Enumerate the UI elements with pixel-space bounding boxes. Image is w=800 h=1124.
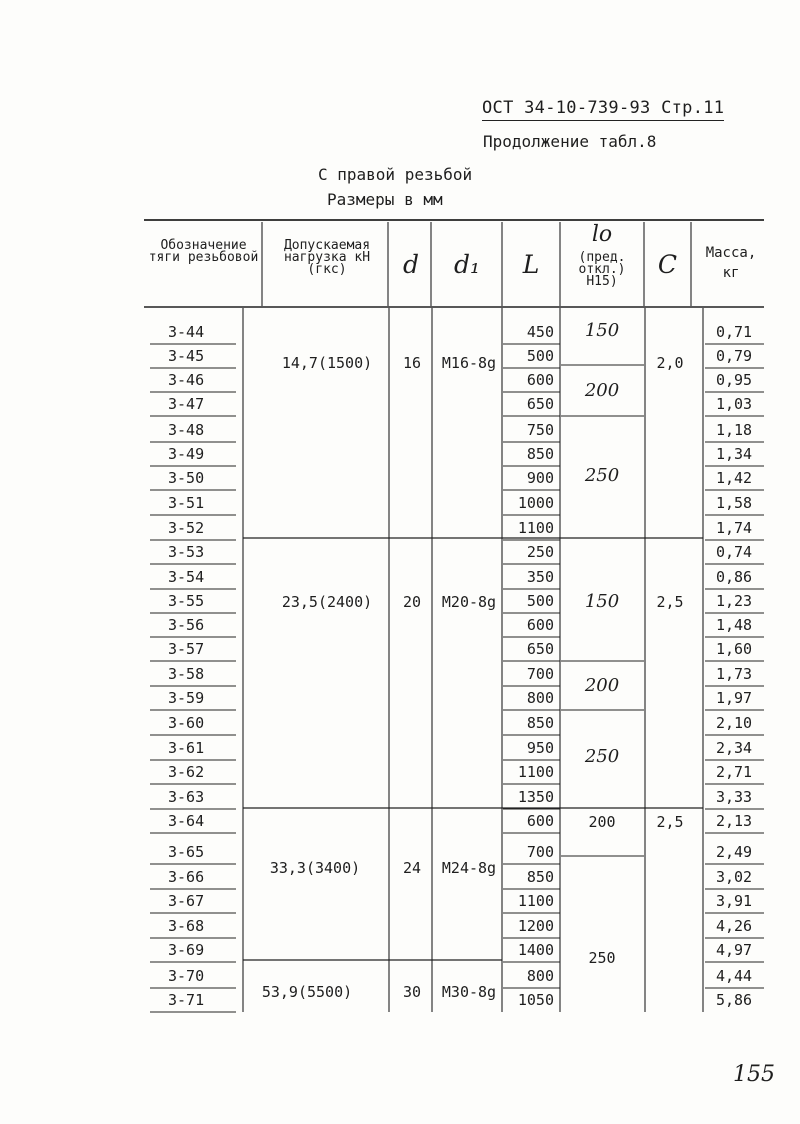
length-L-cell: 850 [526, 714, 554, 732]
header-lo: lо [591, 222, 613, 247]
C-cell: 2,5 [656, 593, 684, 611]
length-L-cell: 1100 [517, 519, 554, 537]
designation-cell: З-57 [168, 640, 205, 658]
length-L-cell: 500 [526, 592, 554, 610]
page-number: 155 [733, 1062, 775, 1087]
mass-cell: 0,74 [715, 543, 753, 561]
d-cell: 30 [402, 983, 422, 1001]
mass-cell: 0,95 [715, 371, 753, 389]
designation-cell: З-53 [168, 543, 205, 561]
length-L-cell: 900 [526, 469, 554, 487]
designation-cell: З-47 [168, 395, 205, 413]
header-mass: Масса, кг [705, 245, 757, 281]
length-L-cell: 1200 [517, 917, 554, 935]
designation-cell: З-63 [168, 788, 205, 806]
designation-cell: З-52 [168, 519, 205, 537]
designation-cell: З-68 [168, 917, 205, 935]
mass-cell: 0,86 [715, 568, 753, 586]
length-L-cell: 650 [526, 395, 554, 413]
lo-cell: 250 [588, 949, 616, 967]
length-L-cell: 1100 [517, 892, 554, 910]
mass-cell: 4,26 [715, 917, 753, 935]
C-cell: 2,0 [656, 354, 684, 372]
mass-cell: 3,33 [715, 788, 753, 806]
length-L-cell: 450 [526, 323, 554, 341]
length-L-cell: 750 [526, 421, 554, 439]
d1-cell: М24-8g [441, 859, 497, 877]
load-cell: 53,9(5500) [261, 983, 353, 1001]
length-L-cell: 700 [526, 843, 554, 861]
length-L-cell: 1400 [517, 941, 554, 959]
mass-cell: 0,71 [715, 323, 753, 341]
mass-cell: 2,49 [715, 843, 753, 861]
mass-cell: 3,02 [715, 868, 753, 886]
designation-cell: З-58 [168, 665, 205, 683]
mass-cell: 1,74 [715, 519, 753, 537]
header-d: d [402, 250, 419, 279]
d-cell: 24 [402, 859, 422, 877]
length-L-cell: 800 [526, 689, 554, 707]
length-L-cell: 700 [526, 665, 554, 683]
designation-cell: З-55 [168, 592, 205, 610]
lo-cell: 250 [584, 746, 620, 767]
header-load: Допускаемая нагрузка кН (гкс) [283, 238, 371, 277]
designation-cell: З-50 [168, 469, 205, 487]
mass-cell: 1,48 [715, 616, 753, 634]
length-L-cell: 850 [526, 445, 554, 463]
designation-cell: З-44 [168, 323, 205, 341]
mass-cell: 1,23 [715, 592, 753, 610]
length-L-cell: 1050 [517, 991, 554, 1009]
mass-cell: 1,73 [715, 665, 753, 683]
designation-cell: З-56 [168, 616, 205, 634]
lo-cell: 200 [584, 380, 620, 401]
mass-cell: 2,13 [715, 812, 753, 830]
designation-cell: З-62 [168, 763, 205, 781]
lo-cell: 250 [584, 465, 620, 486]
header-lo-tolerance: (пред. откл.) Н15) [578, 250, 626, 289]
d1-cell: М30-8g [441, 983, 497, 1001]
length-L-cell: 850 [526, 868, 554, 886]
length-L-cell: 1000 [517, 494, 554, 512]
length-L-cell: 600 [526, 616, 554, 634]
mass-cell: 1,34 [715, 445, 753, 463]
lo-cell: 200 [584, 675, 620, 696]
designation-cell: З-70 [168, 967, 205, 985]
load-cell: 33,3(3400) [269, 859, 361, 877]
d-cell: 20 [402, 593, 422, 611]
length-L-cell: 800 [526, 967, 554, 985]
mass-cell: 1,97 [715, 689, 753, 707]
units-note: Размеры в мм [327, 190, 443, 209]
d1-cell: М16-8g [441, 354, 497, 372]
mass-cell: 3,91 [715, 892, 753, 910]
d1-cell: М20-8g [441, 593, 497, 611]
mass-cell: 4,44 [715, 967, 753, 985]
header-L: L [522, 250, 540, 279]
length-L-cell: 600 [526, 371, 554, 389]
mass-cell: 1,60 [715, 640, 753, 658]
header-designation: Обозначение тяги резьбовой [148, 238, 259, 265]
length-L-cell: 250 [526, 543, 554, 561]
mass-cell: 4,97 [715, 941, 753, 959]
designation-cell: З-69 [168, 941, 205, 959]
load-cell: 23,5(2400) [281, 593, 373, 611]
header-d1: d₁ [453, 250, 481, 279]
mass-cell: 2,34 [715, 739, 753, 757]
mass-cell: 2,10 [715, 714, 753, 732]
designation-cell: З-48 [168, 421, 205, 439]
designation-cell: З-60 [168, 714, 205, 732]
designation-cell: З-49 [168, 445, 205, 463]
designation-cell: З-65 [168, 843, 205, 861]
header-C: C [657, 250, 678, 279]
length-L-cell: 1100 [517, 763, 554, 781]
lo-cell: 150 [584, 591, 620, 612]
load-cell: 14,7(1500) [281, 354, 373, 372]
designation-cell: З-61 [168, 739, 205, 757]
table-subtitle: С правой резьбой [318, 165, 473, 184]
mass-cell: 1,03 [715, 395, 753, 413]
designation-cell: З-54 [168, 568, 205, 586]
length-L-cell: 950 [526, 739, 554, 757]
designation-cell: З-71 [168, 991, 205, 1009]
C-cell: 2,5 [656, 813, 684, 831]
mass-cell: 1,18 [715, 421, 753, 439]
lo-cell: 200 [588, 813, 616, 831]
document-code: ОСТ 34-10-739-93 Стр.11 [482, 98, 724, 121]
designation-cell: З-66 [168, 868, 205, 886]
designation-cell: З-46 [168, 371, 205, 389]
mass-cell: 1,58 [715, 494, 753, 512]
table-continuation-label: Продолжение табл.8 [483, 132, 657, 151]
mass-cell: 5,86 [715, 991, 753, 1009]
mass-cell: 0,79 [715, 347, 753, 365]
length-L-cell: 600 [526, 812, 554, 830]
d-cell: 16 [402, 354, 422, 372]
length-L-cell: 350 [526, 568, 554, 586]
length-L-cell: 500 [526, 347, 554, 365]
designation-cell: З-67 [168, 892, 205, 910]
lo-cell: 150 [584, 320, 620, 341]
designation-cell: З-51 [168, 494, 205, 512]
length-L-cell: 650 [526, 640, 554, 658]
designation-cell: З-59 [168, 689, 205, 707]
length-L-cell: 1350 [517, 788, 554, 806]
mass-cell: 2,71 [715, 763, 753, 781]
designation-cell: З-45 [168, 347, 205, 365]
designation-cell: З-64 [168, 812, 205, 830]
mass-cell: 1,42 [715, 469, 753, 487]
